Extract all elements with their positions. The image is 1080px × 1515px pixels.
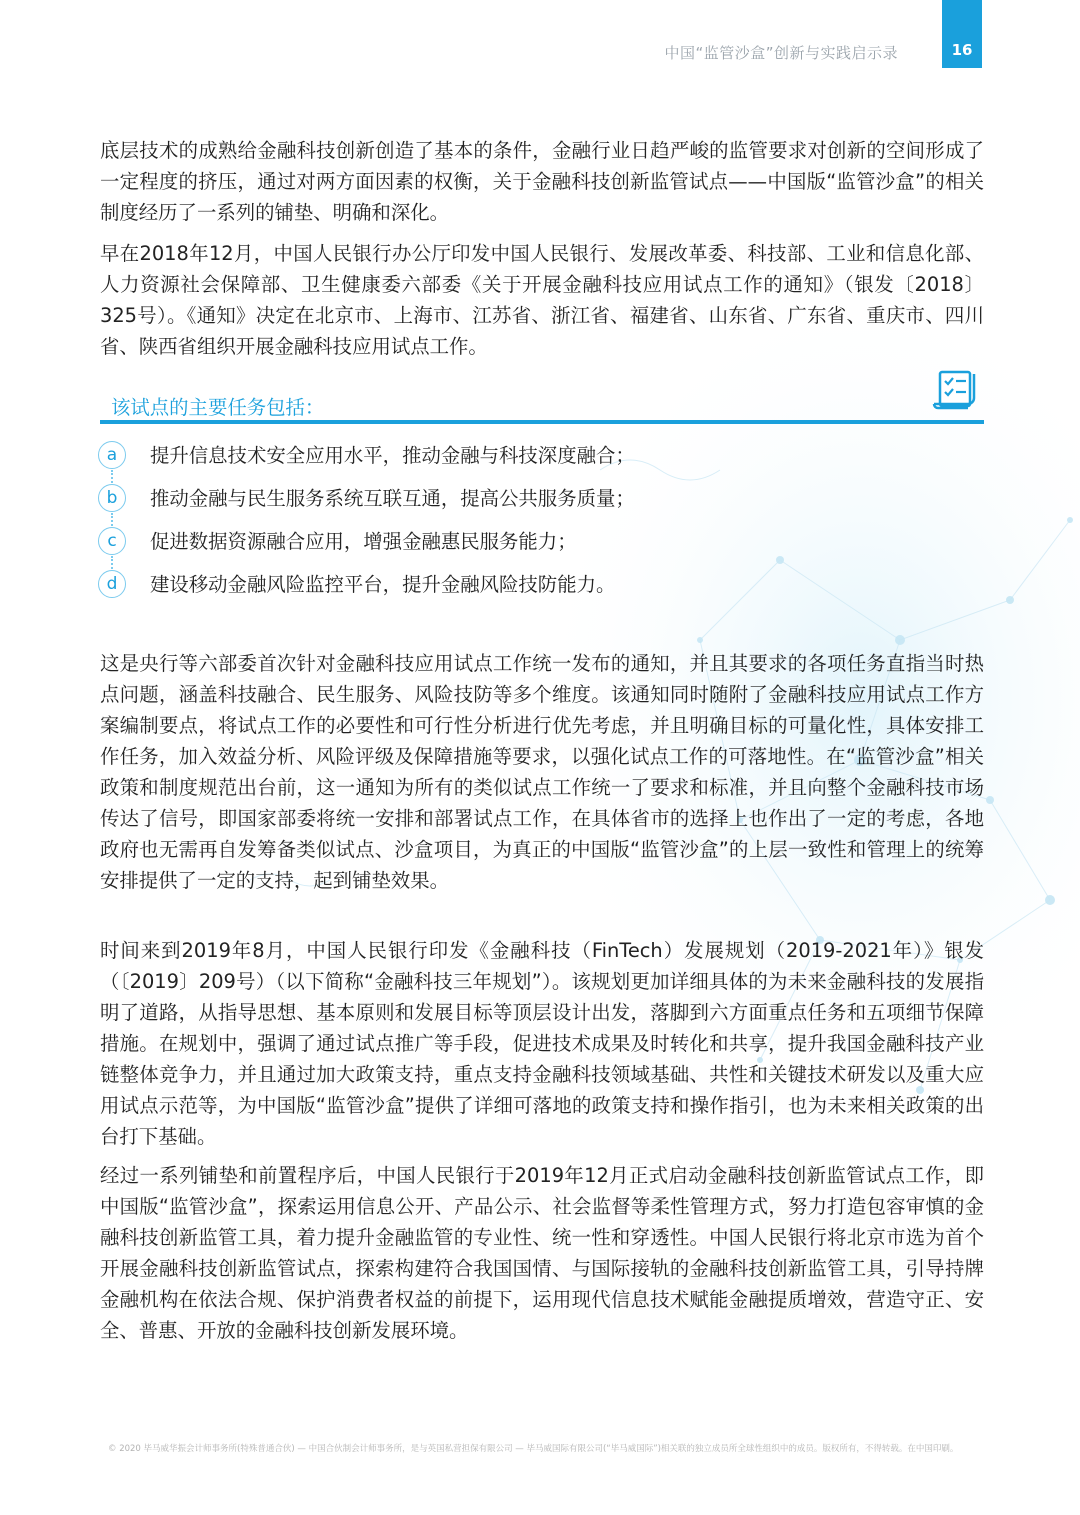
copyright-footer: © 2020 毕马威华振会计师事务所(特殊普通合伙) — 中国合伙制会计师事务所，是与英国私营担保有限公司 — 毕马威国际有限公司(“毕马威国际”)相关联的独立成员所全球性组织中的成员。版权所有，不得转载。在中国印刷。 — [108, 1444, 959, 1454]
list-item-text: 提升信息技术安全应用水平，推动金融与科技深度融合； — [150, 444, 635, 467]
list-letter-badge: c — [98, 527, 126, 555]
list-item-text: 建设移动金融风险监控平台，提升金融风险技防能力。 — [150, 573, 616, 596]
list-item-text: 促进数据资源融合应用，增强金融惠民服务能力； — [150, 530, 577, 553]
section-title: 该试点的主要任务包括： — [111, 396, 325, 419]
paragraph-intro: 底层技术的成熟给金融科技创新创造了基本的条件，金融行业日趋严峻的监管要求对创新的空间形成了一定程度的挤压，通过对两方面因素的权衡，关于金融科技创新监管试点——中国版“监管沙盒”的相关制度经历了一系列的铺垫、明确和深化。 — [100, 139, 984, 224]
section-divider-line — [100, 420, 984, 424]
list-letter-badge: b — [98, 484, 126, 512]
list-item-text: 推动金融与民生服务系统互联互通，提高公共服务质量； — [150, 487, 635, 510]
paragraph-sandbox-launch: 经过一系列铺垫和前置程序后，中国人民银行于2019年12月正式启动金融科技创新监管试点工作，即中国版“监管沙盒”，探索运用信息公开、产品公示、社会监督等柔性管理方式，努力打造包容审慎的金融科技创新监管工具，着力提升金融监管的专业性、统一性和穿透性。中国人民银行将北京市选为首个开展金融科技创新监管试点，探索构建符合我国国情、与国际接轨的金融科技创新监管工具，引导持牌金融机构在依法合规、保护消费者权益的前提下，运用现代信息技术赋能金融提质增效，营造守正、安全、普惠、开放的金融科技创新发展环境。 — [100, 1164, 984, 1342]
list-letter-badge: a — [98, 441, 126, 469]
list-item — [98, 524, 982, 567]
paragraph-notice-analysis: 这是央行等六部委首次针对金融科技应用试点工作统一发布的通知，并且其要求的各项任务直指当时热点问题，涵盖科技融合、民生服务、风险技防等多个维度。该通知同时随附了金融科技应用试点工作方案编制要点，将试点工作的必要性和可行性分析进行优先考虑，并且明确目标的可量化性，具体安排工作任务，加入效益分析、风险评级及保障措施等要求，以强化试点工作的可落地性。在“监管沙盒”相关政策和制度规范出台前，这一通知为所有的类似试点工作统一了要求和标准，并且向整个金融科技市场传达了信号，即国家部委将统一安排和部署试点工作，在具体省市的选择上也作出了一定的考虑，各地政府也无需再自发筹备类似试点、沙盒项目，为真正的中国版“监管沙盒”的上层一致性和管理上的统筹安排提供了一定的支持，起到铺垫效果。 — [100, 652, 984, 892]
section-header — [100, 368, 984, 426]
paragraph-2019-fintech-plan: 时间来到2019年8月，中国人民银行印发《金融科技（FinTech）发展规划（2019-2021年）》银发（〔2019〕209号）（以下简称“金融科技三年规划”）。该规划更加详细具体的为未来金融科技的发展指明了道路，从指导思想、基本原则和发展目标等顶层设计出发，落脚到六方面重点任务和五项细节保障措施。在规划中，强调了通过试点推广等手段，促进技术成果及时转化和共享，提升我国金融科技产业链整体竞争力，并且通过加大政策支持，重点支持金融科技领域基础、共性和关键技术研发以及重大应用试点示范等，为中国版“监管沙盒”提供了详细可落地的政策支持和操作指引，也为未来相关政策的出台打下基础。 — [100, 939, 984, 1148]
list-item — [98, 438, 982, 481]
list-item — [98, 481, 982, 524]
checklist-document-icon — [926, 368, 982, 418]
paragraph-2018-notice: 早在2018年12月，中国人民银行办公厅印发中国人民银行、发展改革委、科技部、工业和信息化部、人力资源社会保障部、卫生健康委六部委《关于开展金融科技应用试点工作的通知》（银发〔2018〕325号）。《通知》决定在北京市、上海市、江苏省、浙江省、福建省、山东省、广东省、重庆市、四川省、陕西省组织开展金融科技应用试点工作。 — [100, 242, 984, 358]
page-number-tab: 16 — [942, 0, 982, 68]
document-title-header: 中国“监管沙盒”创新与实践启示录 — [664, 44, 898, 62]
list-letter-badge: d — [98, 570, 126, 598]
task-list — [98, 438, 982, 610]
list-item — [98, 567, 982, 610]
